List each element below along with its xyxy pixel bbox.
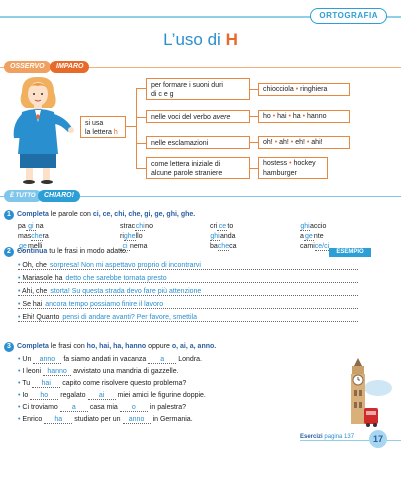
fill-blank[interactable]: ce/ci (314, 243, 330, 250)
exercise-2-instructions (17, 248, 128, 255)
example-word: ah! (279, 139, 289, 146)
sentence-text: Londra. (178, 356, 202, 363)
instr-letters: ho, hai, ha, hanno (86, 343, 147, 350)
sentence-start: Mariasole ha (22, 275, 63, 282)
page-number: 17 (369, 430, 387, 448)
connector (136, 88, 146, 89)
rule-emphasis: avere (212, 114, 231, 121)
instr-text: tu le frasi in modo adatto. (49, 248, 128, 255)
word-prefix: mas (18, 233, 32, 240)
word-prefix: cami (300, 243, 315, 250)
fill-word (120, 233, 143, 241)
bullet: • (18, 356, 23, 363)
sentence-row (18, 314, 358, 322)
example-word: ahi! (311, 139, 323, 146)
fill-blank[interactable]: hai (32, 380, 60, 388)
instr-text: le parole con (50, 211, 91, 218)
sentence-row (18, 275, 358, 283)
sentence-text: in Germania. (152, 416, 193, 423)
example-word: hamburger (263, 170, 297, 177)
fill-blank[interactable]: ge (19, 243, 27, 250)
word-suffix: nema (130, 243, 148, 250)
osservo-tag: OSSERVO (4, 61, 51, 73)
sentence-text: Ci troviamo (22, 404, 58, 411)
example-word: chiocciola (263, 86, 294, 93)
example-word: ho (263, 113, 271, 120)
connector (136, 117, 146, 118)
fill-blank[interactable]: ge (305, 233, 313, 240)
instr-verb: Completa (17, 343, 49, 350)
fill-word (210, 233, 236, 241)
word-suffix: accio (310, 223, 327, 230)
word-prefix: strac (120, 223, 136, 230)
fill-word (300, 223, 326, 231)
instr-verb: Continua (17, 248, 48, 255)
fill-blank[interactable]: o (120, 404, 148, 412)
bullet: • (18, 301, 23, 308)
connector (136, 168, 146, 169)
fill-blank[interactable]: che (31, 233, 43, 240)
sentence-row (18, 301, 358, 309)
instr-text: le frasi con (50, 343, 85, 350)
rule-center-box (80, 116, 126, 138)
esempio-badge: ESEMPIO (329, 248, 371, 257)
center-label-1: si usa (85, 120, 104, 127)
rule-text: nelle voci del verbo (151, 114, 211, 121)
fill-word (210, 243, 237, 251)
fill-word (18, 223, 44, 231)
example-word: hai (277, 113, 287, 120)
fill-blank[interactable]: chi (135, 223, 145, 230)
fill-word (300, 243, 329, 251)
bullet: • (18, 392, 23, 399)
chiaro-tag: CHIARO! (38, 190, 80, 202)
connector (126, 126, 136, 127)
sentence-start: Ahi, che (22, 288, 48, 295)
connector (136, 143, 146, 144)
fill-word (210, 223, 233, 231)
fill-blank[interactable]: a (60, 404, 88, 412)
bullet: • (18, 262, 23, 269)
teacher-illustration (2, 74, 74, 184)
word-prefix: ri (120, 233, 124, 240)
sentence-row (18, 262, 358, 270)
connector (250, 116, 258, 117)
sentence-text: in palestra? (149, 404, 187, 411)
sentence-text: Enrico (22, 416, 43, 423)
example-word: ha (292, 113, 301, 120)
fill-blank[interactable]: ci (120, 243, 130, 251)
fill-blank[interactable]: ha (44, 416, 72, 424)
rule-text: alcune parole straniere (151, 170, 223, 177)
connector (250, 89, 258, 90)
footer-label: Esercizi (300, 434, 323, 440)
fill-word (18, 233, 49, 241)
imparo-tag: IMPARO (50, 61, 89, 73)
fill-word (300, 233, 324, 241)
example-word: hanno (307, 113, 327, 120)
section-tag: ORTOGRAFIA (310, 8, 387, 24)
tutto-tag: È TUTTO (4, 190, 42, 202)
sentence-text: regalato (60, 392, 86, 399)
fill-blank[interactable]: ghi (300, 223, 310, 230)
bullet: • (18, 368, 23, 375)
word-suffix: anda (220, 233, 236, 240)
sentence-row (18, 288, 358, 296)
word-prefix: ba (210, 243, 218, 250)
exercise-3-instructions (17, 343, 216, 350)
word-suffix: llo (135, 233, 143, 240)
example-word: eh! (295, 139, 305, 146)
sentence-row (18, 380, 186, 388)
example-box-3: oh! • ah! • eh! • ahi! (258, 136, 350, 149)
title-prefix: L’uso di (163, 30, 221, 49)
sentence-start: Ehi! Quanto (22, 314, 60, 321)
rule-box-2 (146, 110, 250, 123)
fill-blank[interactable]: ghe (123, 233, 136, 240)
sentence-row (18, 392, 206, 400)
exercise-1-instructions (17, 211, 195, 218)
fill-word (120, 223, 153, 231)
rule-box-4 (146, 157, 250, 179)
sentence-answer[interactable]: pensi di andare avanti? Per favore, smettila (62, 314, 198, 321)
bullet: • (18, 416, 23, 423)
word-suffix: ca (229, 243, 237, 250)
example-word: ringhiera (300, 86, 328, 93)
instr-letters: o, ai, a, anno. (171, 343, 217, 350)
sentence-text: avvistato una mandria di gazzelle. (73, 368, 179, 375)
sentence-text: Tu (22, 380, 31, 387)
bullet: • (18, 380, 23, 387)
center-label-2: la lettera (85, 129, 112, 136)
sentence-text: capito come risolvere questo problema? (62, 380, 187, 387)
word-suffix: nte (313, 233, 324, 240)
sentence-text: miei amici le figurine doppie. (117, 392, 206, 399)
example-word: hockey (293, 160, 316, 167)
sentence-text: I leoni (22, 368, 42, 375)
connector (136, 88, 137, 168)
fill-blank[interactable]: ce (218, 223, 227, 230)
word-suffix: na (35, 223, 44, 230)
example-word: oh! (263, 139, 273, 146)
word-suffix: melli (28, 243, 43, 250)
fill-blank[interactable]: ai (88, 392, 116, 400)
instr-verb: Completa (17, 211, 49, 218)
sentence-text: Un (22, 356, 32, 363)
word-prefix: pa (18, 223, 26, 230)
sentence-text: Io (22, 392, 29, 399)
sentence-text: casa mia (89, 404, 118, 411)
word-prefix: a (300, 233, 304, 240)
example-word: hostess (263, 160, 288, 167)
bullet: • (18, 275, 23, 282)
sentence-text: studiato per un (74, 416, 121, 423)
fill-blank[interactable]: a (148, 356, 176, 364)
sentence-text: fa siamo andati in vacanza (63, 356, 147, 363)
sentence-answer[interactable]: sorpresa! Non mi aspettavo proprio di incontrarvi (49, 262, 201, 269)
connector (250, 142, 258, 143)
fill-blank[interactable]: che (217, 243, 230, 250)
title-letter: H (225, 30, 238, 49)
instr-text: oppure (148, 343, 170, 350)
bullet: • (18, 404, 23, 411)
fill-blank[interactable]: gi (26, 223, 36, 231)
exercise-number: 3 (4, 342, 14, 352)
fill-blank[interactable]: hanno (43, 368, 71, 376)
page-title (0, 30, 401, 50)
rule-text: per formare i suoni duri (151, 82, 223, 89)
footer-page-ref: pagina 137 (324, 434, 355, 440)
sentence-answer[interactable]: ancora tempo possiamo finire il lavoro (45, 301, 164, 308)
word-suffix: no (145, 223, 153, 230)
rule-box-3 (146, 136, 250, 149)
rule-text: nelle esclamazioni (151, 140, 209, 147)
connector (250, 168, 258, 169)
big-ben-illustration (340, 358, 396, 428)
fill-blank[interactable]: anno (123, 416, 151, 424)
example-box-4: hostess • hockey hamburger (258, 157, 328, 179)
example-box-1: chiocciola • ringhiera (258, 83, 350, 96)
sentence-row (18, 416, 193, 424)
sentence-row (18, 404, 186, 412)
sentence-start: Oh, che (22, 262, 47, 269)
sentence-answer[interactable]: detto che sarebbe tornata presto (65, 275, 167, 282)
fill-blank[interactable]: ghi (210, 233, 220, 240)
word-suffix: to (227, 223, 234, 230)
footer-ref (300, 434, 354, 440)
exercise-number: 2 (4, 247, 14, 257)
sentence-row (18, 368, 179, 376)
bullet: • (18, 314, 23, 321)
fill-blank[interactable]: ho (30, 392, 58, 400)
sentence-row (18, 356, 202, 364)
rule-text: come lettera iniziale di (151, 161, 221, 168)
center-letter: h (113, 129, 118, 136)
bullet: • (18, 288, 23, 295)
word-suffix: ra (42, 233, 49, 240)
sentence-start: Se hai (22, 301, 43, 308)
rule-box-1 (146, 78, 250, 100)
word-prefix: cri (210, 223, 218, 230)
rule-text: di c e g (151, 91, 174, 98)
sentence-answer[interactable]: storta! Su questa strada devo fare più attenzione (50, 288, 202, 295)
exercise-number: 1 (4, 210, 14, 220)
fill-blank[interactable]: anno (33, 356, 61, 364)
instr-letters: ci, ce, chi, che, gi, ge, ghi, ghe. (92, 211, 196, 218)
example-box-2: ho • hai • ha • hanno (258, 110, 350, 123)
